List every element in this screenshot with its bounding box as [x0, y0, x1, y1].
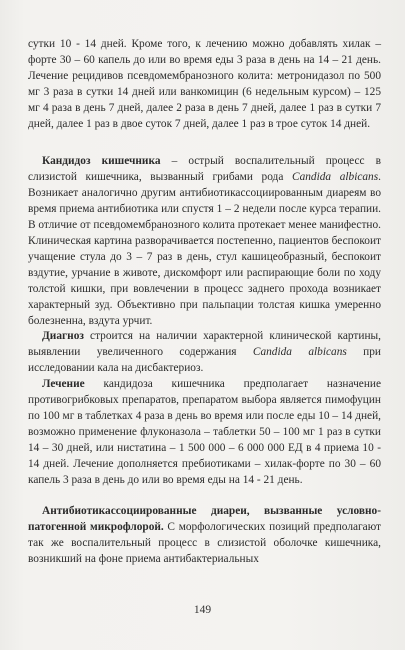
text-fragment: С морфологических позиций предполагают так же воспалительный процесс в слизистой оболочке кишечника, возникший на фоне приема антибактериальных: [28, 521, 381, 566]
term-treatment: Лечение: [42, 378, 85, 391]
page-number: 149: [193, 604, 212, 616]
term-opportunistic-diarrhea: Антибиотикассоциированные диареи, вызванные условно-патогенной микрофлорой.: [28, 505, 381, 534]
paragraph-candidiasis: [28, 154, 381, 329]
species-name: Candida albicans: [252, 346, 347, 359]
text-fragment: . Возникает аналогично другим антибиотикассоциированным диареям во время приема антибиотика или спустя 1 – 2 недели после курса терапии. В отличие от псевдомембранозного колита протекает менее манифестно. Клиническая картина разворачивается постепенно, пациентов беспокоит учащение стула до 3 – 7 раз в день, стул кашицеобразный, беспокоит вздутие, урчание в животе, дискомфорт или распирающие боли по ходу толстой кишки, при вовлечении в процесс заднего прохода возникает характерный зуд. Объективно при пальпации толстая кишка умеренно болезненна, вздута урчит.: [28, 171, 381, 327]
paragraph-diagnosis: [28, 329, 381, 377]
text-fragment: – острый воспалительный процесс в слизистой кишечника, вызванный грибами рода: [28, 155, 381, 184]
species-name: Candida albicans: [292, 171, 379, 184]
term-candidiasis: Кандидоз кишечника: [42, 155, 161, 168]
spacer: [28, 488, 381, 504]
paragraph-opportunistic-diarrhea: [28, 504, 381, 568]
text-fragment: кандидоза кишечника предполагает назначение противогрибковых препаратов, препаратом выбора является пимофуцин по 100 мг в таблетках 4 раза в день во время или после еды 10 – 14 дней, возможно применение флуконазола – таблетки 50 – 100 мг 1 раз в сутки 14 – 30 дней, или нистатина – 1 500 000 – 6 000 000 ЕД в 4 приема 10 - 14 дней. Лечение дополняется пребиотиками – хилак-форте по 30 – 60 капель 3 раза в день до или во время еды на 14 - 21 день.: [28, 378, 381, 486]
term-diagnosis: Диагноз: [42, 330, 84, 343]
text-fragment: при исследовании кала на дисбактериоз.: [28, 346, 381, 375]
spacer: [28, 132, 381, 154]
text-fragment: строится на наличии характерной клинической картины, выявлении увеличенного содержания: [28, 330, 381, 359]
paragraph-treatment-continuation: сутки 10 - 14 дней. Кроме того, к лечению можно добавлять хилак – форте 30 – 60 капель до или во время еды 3 раза в день на 14 – 21 день. Лечение рецидивов псевдомембранозного колита: метронидазол по 500 мг 3 раза в сутки 14 дней или ванкомицин (6 недельным курсом) – 125 мг 4 раза в день 7 дней, далее 2 раза в день 7 дней, далее 1 раз в сутки 7 дней, далее 1 раз в двое суток 7 дней, далее 1 раз в трое суток 14 дней.: [28, 38, 381, 130]
paragraph-treatment: [28, 377, 381, 488]
